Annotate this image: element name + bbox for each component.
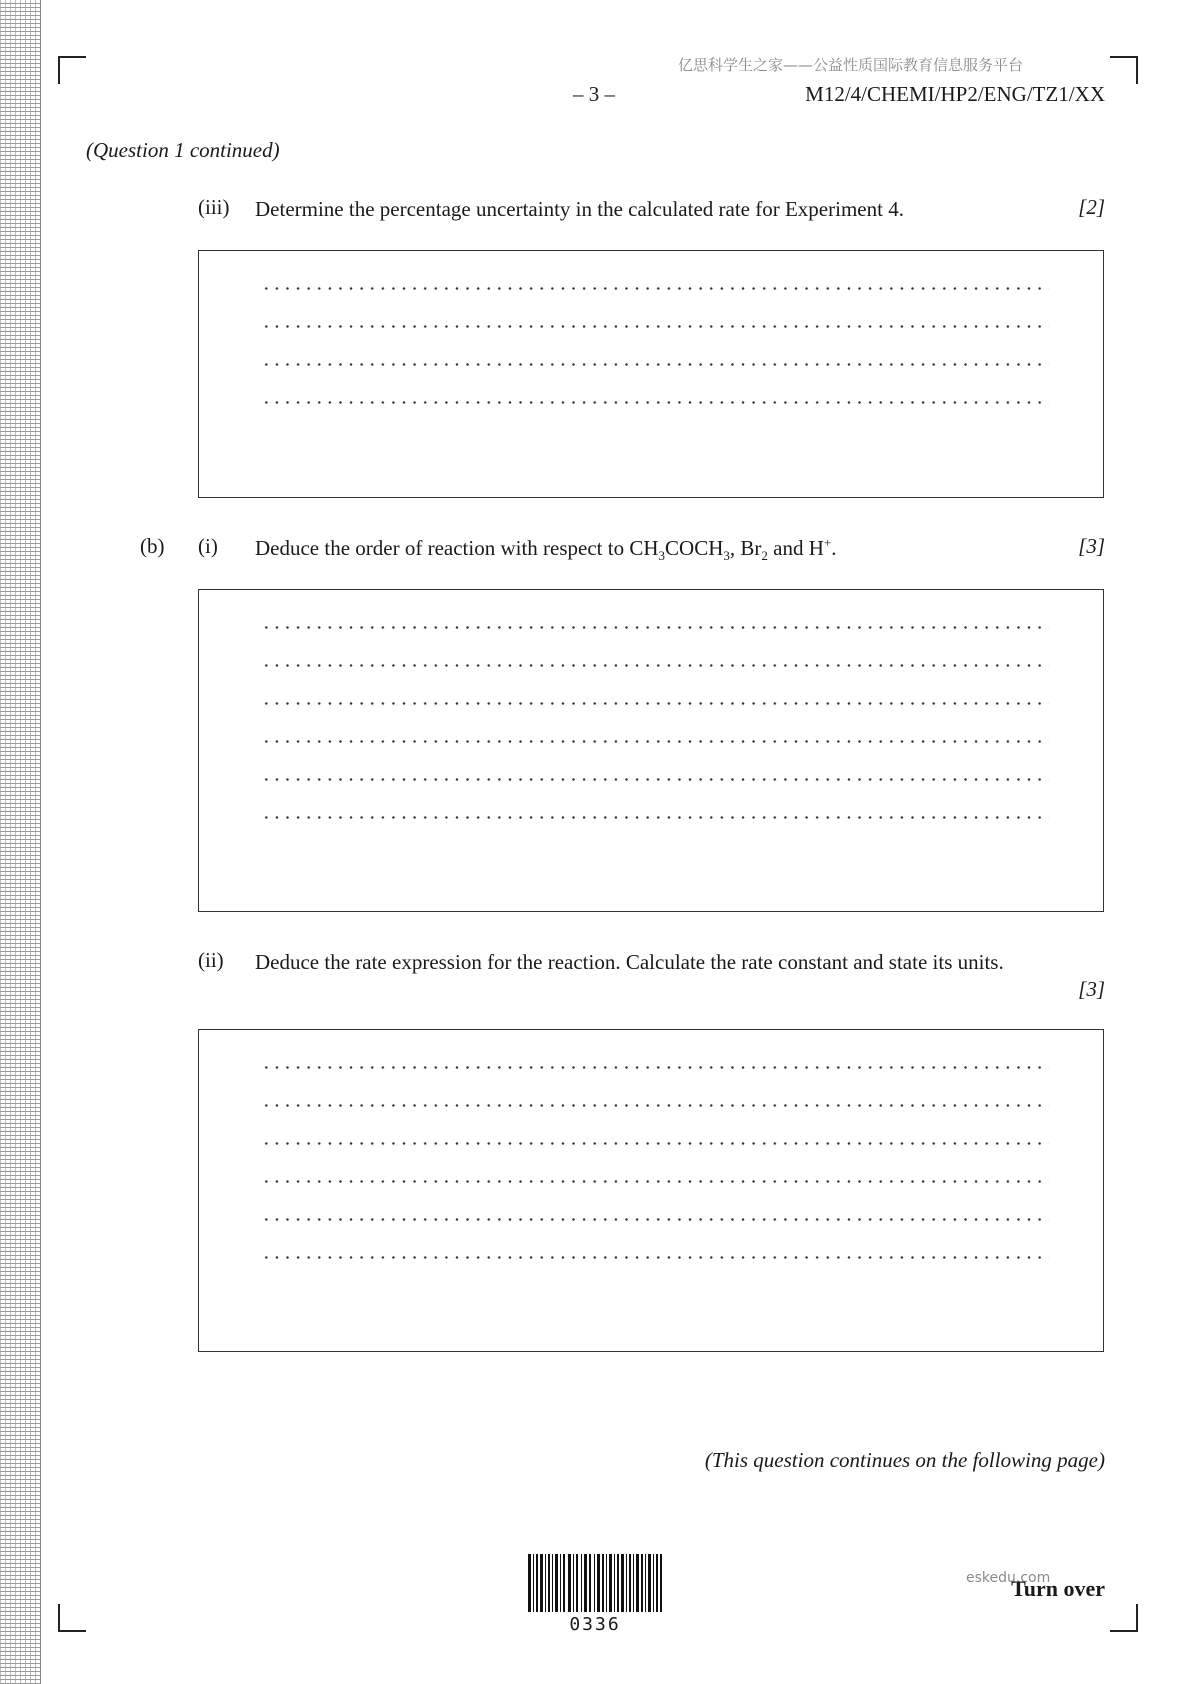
answer-line [261, 702, 1049, 705]
answer-line [261, 740, 1049, 743]
question-text [255, 534, 1055, 562]
answer-line [261, 1142, 1049, 1145]
crop-mark-top-right [1110, 56, 1138, 84]
answer-lines [261, 1066, 1049, 1294]
subscript: 3 [658, 548, 666, 564]
question-sub-label: (iii) [198, 195, 230, 219]
footer-watermark: eskedu.com [966, 1570, 1051, 1586]
question-marks: [3] [1078, 534, 1105, 558]
answer-line [261, 778, 1049, 781]
crop-mark-top-left [58, 56, 86, 84]
barcode-number: 0336 [569, 1614, 621, 1635]
answer-line [261, 1104, 1049, 1107]
subscript: 3 [723, 548, 730, 564]
crop-mark-bottom-left [58, 1604, 86, 1632]
question-continued-label: (Question 1 continued) [86, 138, 280, 162]
subscript: 2 [761, 548, 768, 564]
text-segment: . [831, 536, 837, 560]
answer-line [261, 1256, 1049, 1259]
question-part-label: (b) [140, 534, 165, 558]
binding-edge-strip [0, 0, 41, 1684]
barcode-icon [528, 1554, 662, 1612]
turn-over-label: Turn over [1011, 1576, 1105, 1601]
continues-note: (This question continues on the following page) [704, 1448, 1105, 1472]
answer-box[interactable] [198, 250, 1104, 498]
answer-line [261, 1180, 1049, 1183]
answer-line [261, 664, 1049, 667]
page-number: – 3 – [573, 82, 615, 106]
question-marks: [3] [1078, 977, 1105, 1001]
header-watermark: 亿思科学生之家——公益性质国际教育信息服务平台 [678, 56, 1024, 74]
paper-code: M12/4/CHEMI/HP2/ENG/TZ1/XX [805, 82, 1105, 106]
crop-mark-bottom-right [1110, 1604, 1138, 1632]
answer-line [261, 363, 1049, 366]
answer-line [261, 287, 1049, 290]
question-sub-label: (i) [198, 534, 218, 558]
answer-box[interactable] [198, 589, 1104, 912]
answer-line [261, 1218, 1049, 1221]
superscript: + [823, 535, 832, 550]
text-segment: and H [767, 536, 824, 560]
text-segment: , Br [729, 536, 762, 560]
answer-line [261, 626, 1049, 629]
answer-line [261, 325, 1049, 328]
text-segment: COCH [665, 536, 724, 560]
answer-line [261, 816, 1049, 819]
question-text: Determine the percentage uncertainty in the calculated rate for Experiment 4. [255, 197, 904, 221]
question-marks: [2] [1078, 195, 1105, 219]
answer-lines [261, 626, 1049, 854]
answer-line [261, 401, 1049, 404]
answer-lines [261, 287, 1049, 439]
question-sub-label: (ii) [198, 948, 224, 972]
text-segment: Deduce the order of reaction with respect to CH [255, 536, 659, 560]
question-text: Deduce the rate expression for the reaction. Calculate the rate constant and state its units. [255, 950, 1004, 974]
answer-box[interactable] [198, 1029, 1104, 1352]
answer-line [261, 1066, 1049, 1069]
